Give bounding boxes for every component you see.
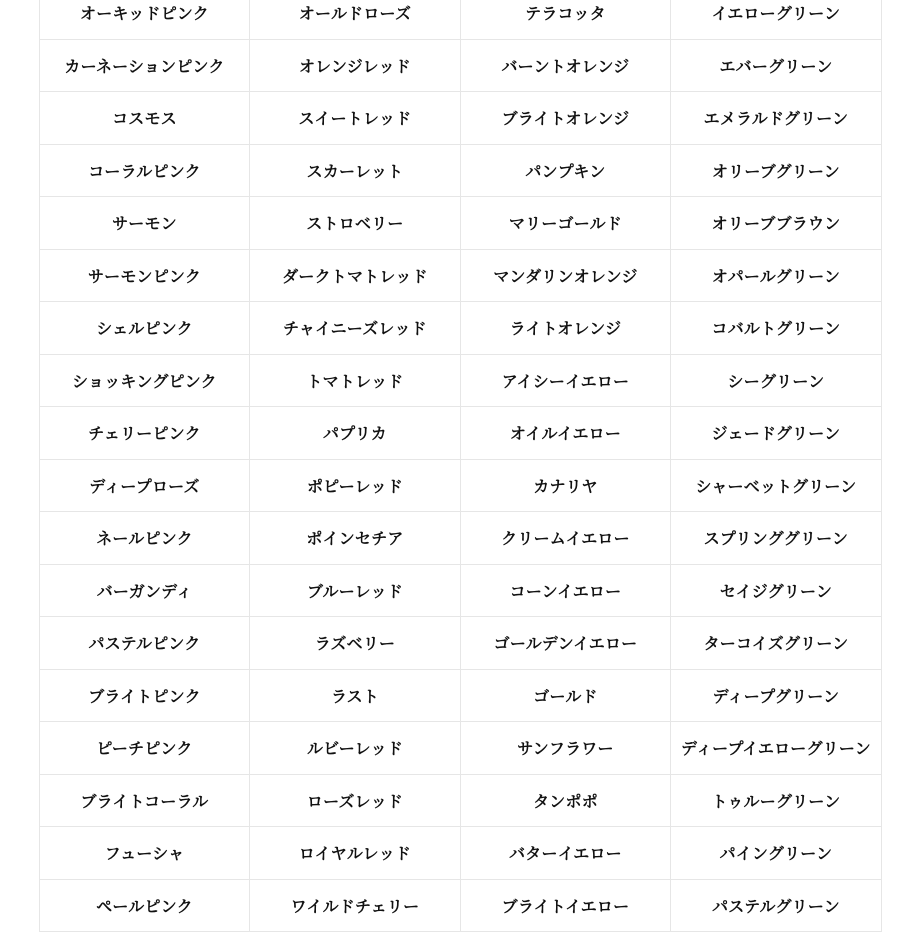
color-name-cell[interactable]: イエローグリーン (671, 0, 882, 40)
color-name-cell[interactable]: セイジグリーン (671, 565, 882, 618)
color-name-cell[interactable]: バーントオレンジ (461, 40, 671, 93)
color-name-cell[interactable]: マリーゴールド (461, 197, 671, 250)
color-name-cell[interactable]: ストロベリー (250, 197, 461, 250)
color-name-cell[interactable]: パプリカ (250, 407, 461, 460)
color-name-cell[interactable]: ライトオレンジ (461, 302, 671, 355)
color-name-cell[interactable]: ロイヤルレッド (250, 827, 461, 880)
color-name-cell[interactable]: チェリーピンク (40, 407, 250, 460)
color-name-cell[interactable]: コバルトグリーン (671, 302, 882, 355)
color-name-cell[interactable]: パステルグリーン (671, 880, 882, 932)
color-name-cell[interactable]: ラズベリー (250, 617, 461, 670)
color-name-cell[interactable]: アイシーイエロー (461, 355, 671, 408)
color-name-cell[interactable]: オイルイエロー (461, 407, 671, 460)
color-name-cell[interactable]: フューシャ (40, 827, 250, 880)
color-name-cell[interactable]: ジェードグリーン (671, 407, 882, 460)
color-name-cell[interactable]: クリームイエロー (461, 512, 671, 565)
color-name-cell[interactable]: ルビーレッド (250, 722, 461, 775)
color-name-cell[interactable]: ターコイズグリーン (671, 617, 882, 670)
color-name-cell[interactable]: コーンイエロー (461, 565, 671, 618)
color-name-cell[interactable]: コーラルピンク (40, 145, 250, 198)
color-name-grid (39, 0, 882, 932)
color-name-cell[interactable]: シェルピンク (40, 302, 250, 355)
color-name-cell[interactable]: オリーブグリーン (671, 145, 882, 198)
color-name-cell[interactable]: サーモン (40, 197, 250, 250)
color-name-cell[interactable]: ポピーレッド (250, 460, 461, 513)
color-name-cell[interactable]: ショッキングピンク (40, 355, 250, 408)
color-name-cell[interactable]: サーモンピンク (40, 250, 250, 303)
color-name-cell[interactable]: シャーベットグリーン (671, 460, 882, 513)
color-name-cell[interactable]: カーネーションピンク (40, 40, 250, 93)
color-name-cell[interactable]: サンフラワー (461, 722, 671, 775)
color-name-cell[interactable]: タンポポ (461, 775, 671, 828)
color-name-cell[interactable]: ディープイエローグリーン (671, 722, 882, 775)
color-name-cell[interactable]: チャイニーズレッド (250, 302, 461, 355)
color-name-cell[interactable]: テラコッタ (461, 0, 671, 40)
color-name-cell[interactable]: オパールグリーン (671, 250, 882, 303)
color-name-cell[interactable]: スプリンググリーン (671, 512, 882, 565)
color-name-cell[interactable]: シーグリーン (671, 355, 882, 408)
color-name-cell[interactable]: コスモス (40, 92, 250, 145)
color-name-cell[interactable]: スカーレット (250, 145, 461, 198)
color-name-cell[interactable]: パンプキン (461, 145, 671, 198)
color-name-cell[interactable]: ブライトコーラル (40, 775, 250, 828)
color-name-cell[interactable]: トマトレッド (250, 355, 461, 408)
color-name-cell[interactable]: ポインセチア (250, 512, 461, 565)
color-name-cell[interactable]: オールドローズ (250, 0, 461, 40)
color-name-cell[interactable]: ゴールド (461, 670, 671, 723)
color-name-cell[interactable]: バーガンディ (40, 565, 250, 618)
color-name-cell[interactable]: ブライトイエロー (461, 880, 671, 932)
color-name-cell[interactable]: バターイエロー (461, 827, 671, 880)
color-name-cell[interactable]: ラスト (250, 670, 461, 723)
color-name-cell[interactable]: ブライトピンク (40, 670, 250, 723)
color-name-cell[interactable]: オリーブブラウン (671, 197, 882, 250)
color-name-cell[interactable]: エメラルドグリーン (671, 92, 882, 145)
color-name-cell[interactable]: ブルーレッド (250, 565, 461, 618)
color-name-cell[interactable]: ネールピンク (40, 512, 250, 565)
color-name-cell[interactable]: ゴールデンイエロー (461, 617, 671, 670)
color-name-cell[interactable]: ピーチピンク (40, 722, 250, 775)
color-name-cell[interactable]: スイートレッド (250, 92, 461, 145)
color-name-cell[interactable]: トゥルーグリーン (671, 775, 882, 828)
color-name-cell[interactable]: ローズレッド (250, 775, 461, 828)
color-name-cell[interactable]: エバーグリーン (671, 40, 882, 93)
color-name-cell[interactable]: パイングリーン (671, 827, 882, 880)
color-name-cell[interactable]: カナリヤ (461, 460, 671, 513)
color-name-cell[interactable]: ペールピンク (40, 880, 250, 932)
color-name-cell[interactable]: ディープグリーン (671, 670, 882, 723)
color-name-cell[interactable]: ダークトマトレッド (250, 250, 461, 303)
color-name-cell[interactable]: マンダリンオレンジ (461, 250, 671, 303)
color-name-cell[interactable]: ブライトオレンジ (461, 92, 671, 145)
color-name-cell[interactable]: オーキッドピンク (40, 0, 250, 40)
color-name-cell[interactable]: ディープローズ (40, 460, 250, 513)
color-name-cell[interactable]: オレンジレッド (250, 40, 461, 93)
color-name-cell[interactable]: ワイルドチェリー (250, 880, 461, 932)
color-name-cell[interactable]: パステルピンク (40, 617, 250, 670)
